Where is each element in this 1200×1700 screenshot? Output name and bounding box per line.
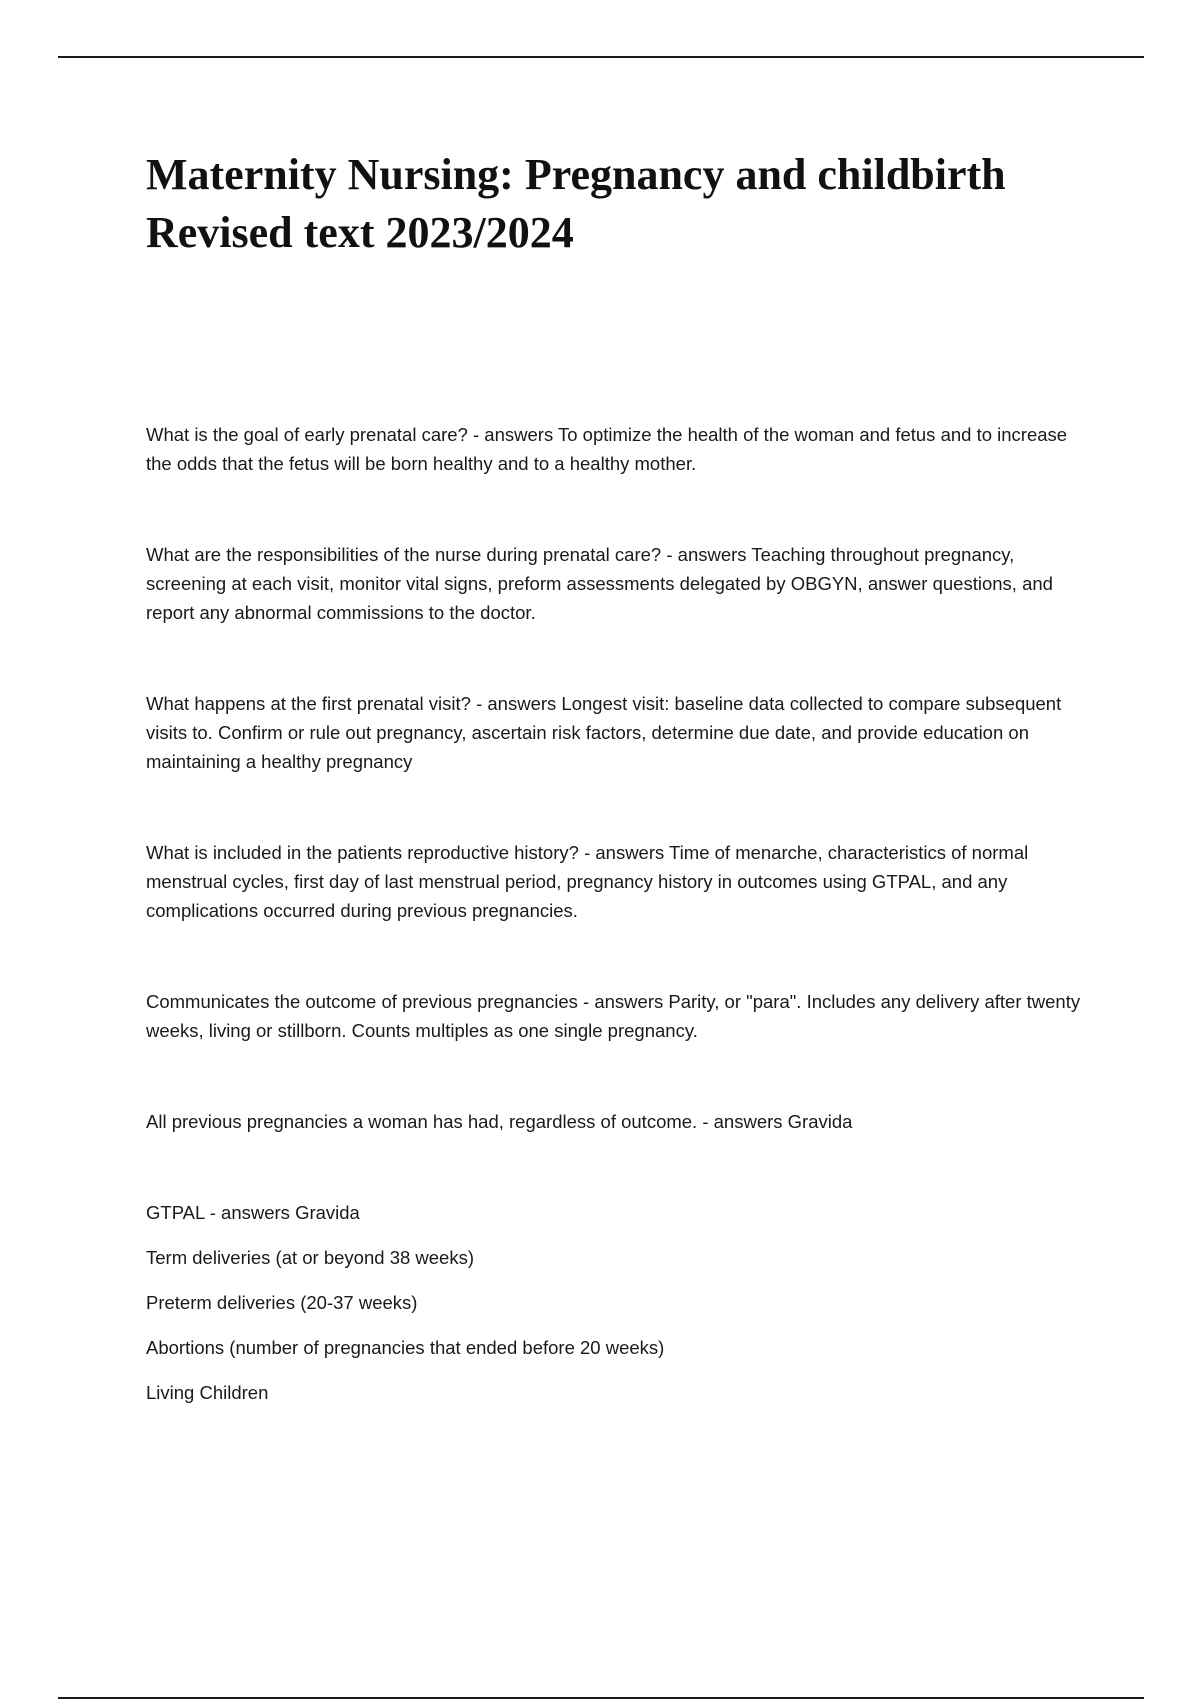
document-body: [146, 420, 1086, 1423]
qa-item: What is included in the patients reproductive history? - answers Time of menarche, characteristics of normal menstrual cycles, first day of last menstrual period, pregnancy history in outcomes using GTPAL, and any complications occurred during previous pregnancies.: [146, 842, 1029, 921]
qa-item: Communicates the outcome of previous pregnancies - answers Parity, or "para". Includes any delivery after twenty weeks, living or stillborn. Counts multiples as one single pregnancy.: [146, 991, 1081, 1041]
gtpal-line: GTPAL - answers Gravida: [146, 1202, 360, 1223]
qa-item: What is the goal of early prenatal care? - answers To optimize the health of the woman and fetus and to increase the odds that the fetus will be born healthy and to a healthy mother.: [146, 424, 1068, 474]
gtpal-line: Living Children: [146, 1382, 269, 1403]
document-title: Maternity Nursing: Pregnancy and childbirth Revised text 2023/2024: [146, 150, 1006, 257]
gtpal-line: Abortions (number of pregnancies that ended before 20 weeks): [146, 1337, 665, 1358]
gtpal-line: Term deliveries (at or beyond 38 weeks): [146, 1247, 475, 1268]
qa-item: What are the responsibilities of the nurse during prenatal care? - answers Teaching throughout pregnancy, screening at each visit, monitor vital signs, preform assessments delegated by OBGYN, answer questions, and report any abnormal commissions to the doctor.: [146, 544, 1053, 623]
gtpal-line: Preterm deliveries (20-37 weeks): [146, 1292, 418, 1313]
qa-item: What happens at the first prenatal visit? - answers Longest visit: baseline data collected to compare subsequent visits to. Confirm or rule out pregnancy, ascertain risk factors, determine due date, and provide education on maintaining a healthy pregnancy: [146, 693, 1062, 772]
bottom-rule: [58, 1697, 1144, 1699]
gtpal-block: [146, 1198, 1086, 1407]
top-rule: [58, 56, 1144, 58]
qa-item: All previous pregnancies a woman has had, regardless of outcome. - answers Gravida: [146, 1111, 853, 1132]
